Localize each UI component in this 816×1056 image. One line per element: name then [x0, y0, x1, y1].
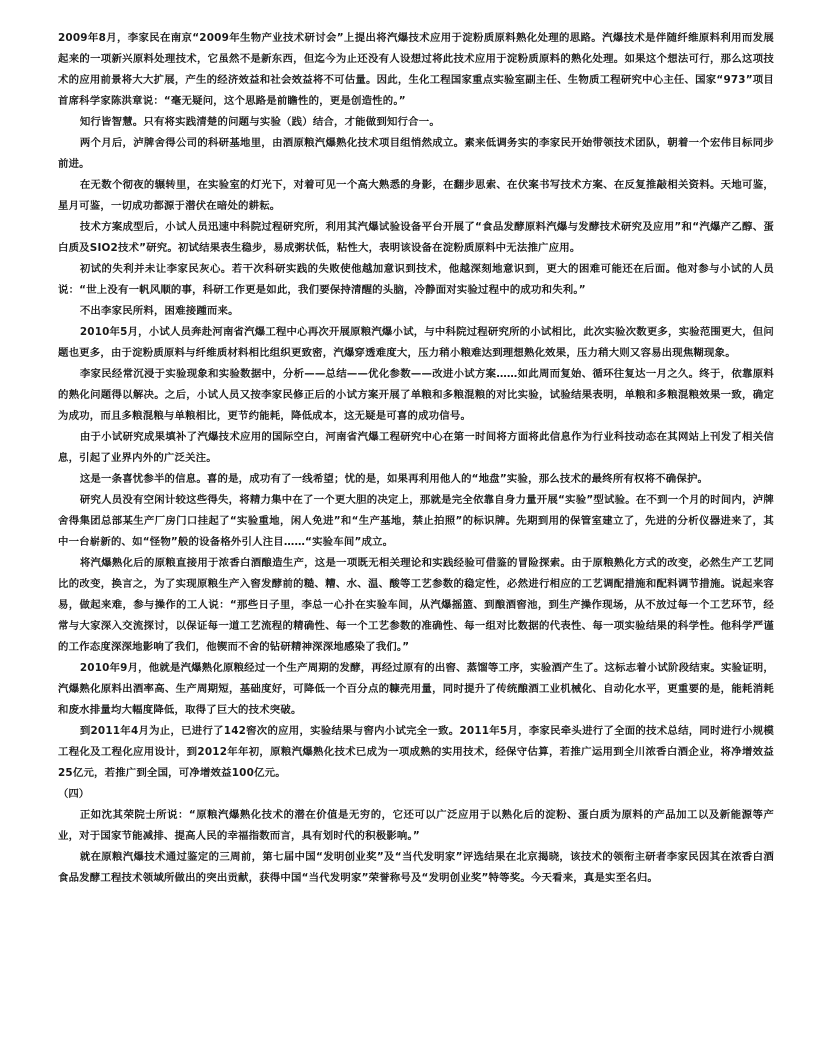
paragraph: 两个月后，泸牌舍得公司的科研基地里，由酒原粮汽爆熟化技术项目组悄然成立。素来低调务实的李家民开始带领技术团队，朝着一个宏伟目标同步前进。: [58, 137, 774, 170]
paragraph: 知行皆智慧。只有将实践清楚的问题与实验（践）结合，才能做到知行合一。: [79, 116, 440, 128]
paragraph: 2009年8月，李家民在南京“2009年生物产业技术研讨会”上提出将汽爆技术应用于淀粉质原料熟化处理的思路。汽爆技术是伴随纤维原料利用而发展起来的一项新兴原料处理技术，它虽然不是新东西，但迄今为止还没有人设想过将此技术应用于淀粉质原料的熟化处理。如果这个想法可行，那么这项技术的应用前景将大大扩展，产生的经济效益和社会效益将不可估量。因此，生化工程国家重点实验室副主任、生物质工程研究中心主任、国家“973”项目首席科学家陈洪章说：“毫无疑问，这个思路是前瞻性的，更是创造性的。”: [58, 32, 774, 107]
section-heading: （四）: [58, 788, 90, 800]
paragraph: 由于小试研究成果填补了汽爆技术应用的国际空白，河南省汽爆工程研究中心在第一时间将方面将此信息作为行业科技动态在其网站上刊发了相关信息，引起了业界内外的广泛关注。: [58, 431, 774, 464]
paragraph: 初试的失利并未让李家民灰心。若干次科研实践的失败使他越加意识到技术，他越深刻地意识到，更大的困难可能还在后面。他对参与小试的人员说：“世上没有一帆风顺的事，科研工作更是如此，我们要保持清醒的头脑，冷静面对实验过程中的成功和失利。”: [58, 263, 774, 296]
paragraph: 2010年9月，他就是汽爆熟化原粮经过一个生产周期的发酵，再经过原有的出窖、蒸馏等工序，实验酒产生了。这标志着小试阶段结束。实验证明，汽爆熟化原料出酒率高、生产周期短，基础度好，可降低一个百分点的糠壳用量，同时提升了传统酿酒工业机械化、自动化水平，更重要的是，能耗消耗和废水排量均大幅度降低，取得了巨大的技术突破。: [58, 662, 774, 716]
paragraph: 2010年5月，小试人员奔赴河南省汽爆工程中心再次开展原粮汽爆小试，与中科院过程研究所的小试相比，此次实验次数更多，实验范围更大，但问题也更多，由于淀粉质原料与纤维质材料相比组织更致密，汽爆穿透难度大，压力稍小粮难达到理想熟化效果，压力稍大则又容易出现焦糊现象。: [58, 326, 774, 359]
paragraph: 在无数个彻夜的辗转里，在实验室的灯光下，对着可见一个高大熟悉的身影，在翻步思索、在伏案书写技术方案、在反复推敲相关资料。天地可鉴，星月可鉴，一切成功都源于潜伏在暗处的耕耘。: [58, 179, 774, 212]
paragraph: 技术方案成型后，小试人员迅速中科院过程研究所，利用其汽爆试验设备平台开展了“食品发酵原料汽爆与发酵技术研究及应用”和“汽爆产乙醇、蛋白质及SIO2技术”研究。初试结果表生稳步，易成粥状低，粘性大，表明该设备在淀粉质原料中无法推广应用。: [58, 221, 774, 254]
paragraph: 研究人员没有空闲计较这些得失，将精力集中在了一个更大胆的决定上，那就是完全依靠自身力量开展“实验”型试验。在不到一个月的时间内，泸牌舍得集团总部某生产厂房门口挂起了“实验重地，闲人免进”和“生产基地，禁止拍照”的标识牌。先期到用的保管室建立了，先进的分析仪器进来了，其中一台崭新的、如“怪物”般的设备格外引人注目……“实验车间”成立。: [58, 494, 774, 548]
paragraph: 正如沈其荣院士所说：“原粮汽爆熟化技术的潜在价值是无穷的，它还可以广泛应用于以熟化后的淀粉、蛋白质为原料的产品加工以及新能源等产业，对于国家节能减排、提高人民的幸福指数而言，具有划时代的积极影响。”: [58, 809, 774, 842]
document-page: [58, 28, 774, 889]
paragraph: 李家民经常沉浸于实验现象和实验数据中，分析——总结——优化参数——改进小试方案……如此周而复始、循环往复达一月之久。终于，依靠原料的熟化问题得以解决。之后，小试人员又按李家民修正后的小试方案开展了单粮和多粮混粮的对比实验，试验结果表明，单粮和多粮混粮效果一致，确定为成功，而且多粮混粮与单粮相比，更节约能耗，降低成本，这无疑是可喜的成功信号。: [58, 368, 774, 422]
paragraph: 这是一条喜忧参半的信息。喜的是，成功有了一线希望；忧的是，如果再利用他人的“地盘”实验，那么技术的最终所有权将不确保护。: [79, 473, 709, 485]
paragraph: 不出李家民所料，困难接踵而来。: [79, 305, 239, 317]
paragraph: 将汽爆熟化后的原粮直接用于浓香白酒酿造生产，这是一项既无相关理论和实践经验可借鉴的冒险探索。由于原粮熟化方式的改变，必然生产工艺同比的改变，换言之，为了实现原粮生产入窖发酵前的糙、糟、水、温、酸等工艺参数的稳定性，必然进行相应的工艺调配措施和配料调节措施。说起来容易，做起来难，参与操作的工人说：“那些日子里，李总一心扑在实验车间，从汽爆摇篮、到酿酒窖池，到生产操作现场，从不放过每一个工艺环节，经常与大家深入交流探讨，以保证每一道工艺流程的精确性、每一个工艺参数的准确性、每一组对比数据的代表性、每一项实验结果的科学性。他科学严谨的工作态度深深地影响了我们，他锲而不舍的钻研精神深深地感染了我们。”: [58, 557, 774, 653]
paragraph: 到2011年4月为止，已进行了142窖次的应用，实验结果与窖内小试完全一致。2011年5月，李家民牵头进行了全面的技术总结，同时进行小规模工程化及工程化应用设计，到2012年年初，原粮汽爆熟化技术已成为一项成熟的实用技术，经保守估算，若推广运用到全川浓香白酒企业，将净增效益25亿元，若推广到全国，可净增效益100亿元。: [58, 725, 774, 779]
paragraph: 就在原粮汽爆技术通过鉴定的三周前，第七届中国“发明创业奖”及“当代发明家”评选结果在北京揭晓，该技术的领衔主研者李家民因其在浓香白酒食品发酵工程技术领域所做出的突出贡献，获得中国“当代发明家”荣誉称号及“发明创业奖”特等奖。今天看来，真是实至名归。: [58, 851, 774, 884]
